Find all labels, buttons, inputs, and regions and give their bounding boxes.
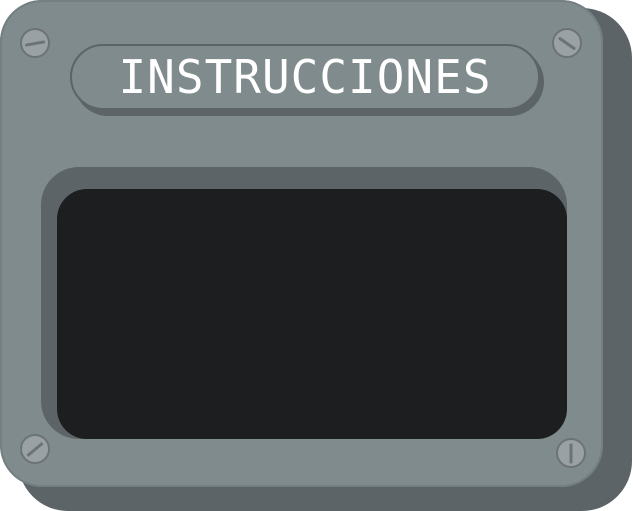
title-plate xyxy=(70,44,540,110)
instructions-screen xyxy=(57,189,567,439)
screw-icon-top-right xyxy=(552,28,582,58)
panel-title: INSTRUCCIONES xyxy=(118,50,492,104)
screw-icon-bottom-left xyxy=(20,434,50,464)
screw-icon-bottom-right xyxy=(556,438,586,468)
screw-icon-top-left xyxy=(20,28,50,58)
